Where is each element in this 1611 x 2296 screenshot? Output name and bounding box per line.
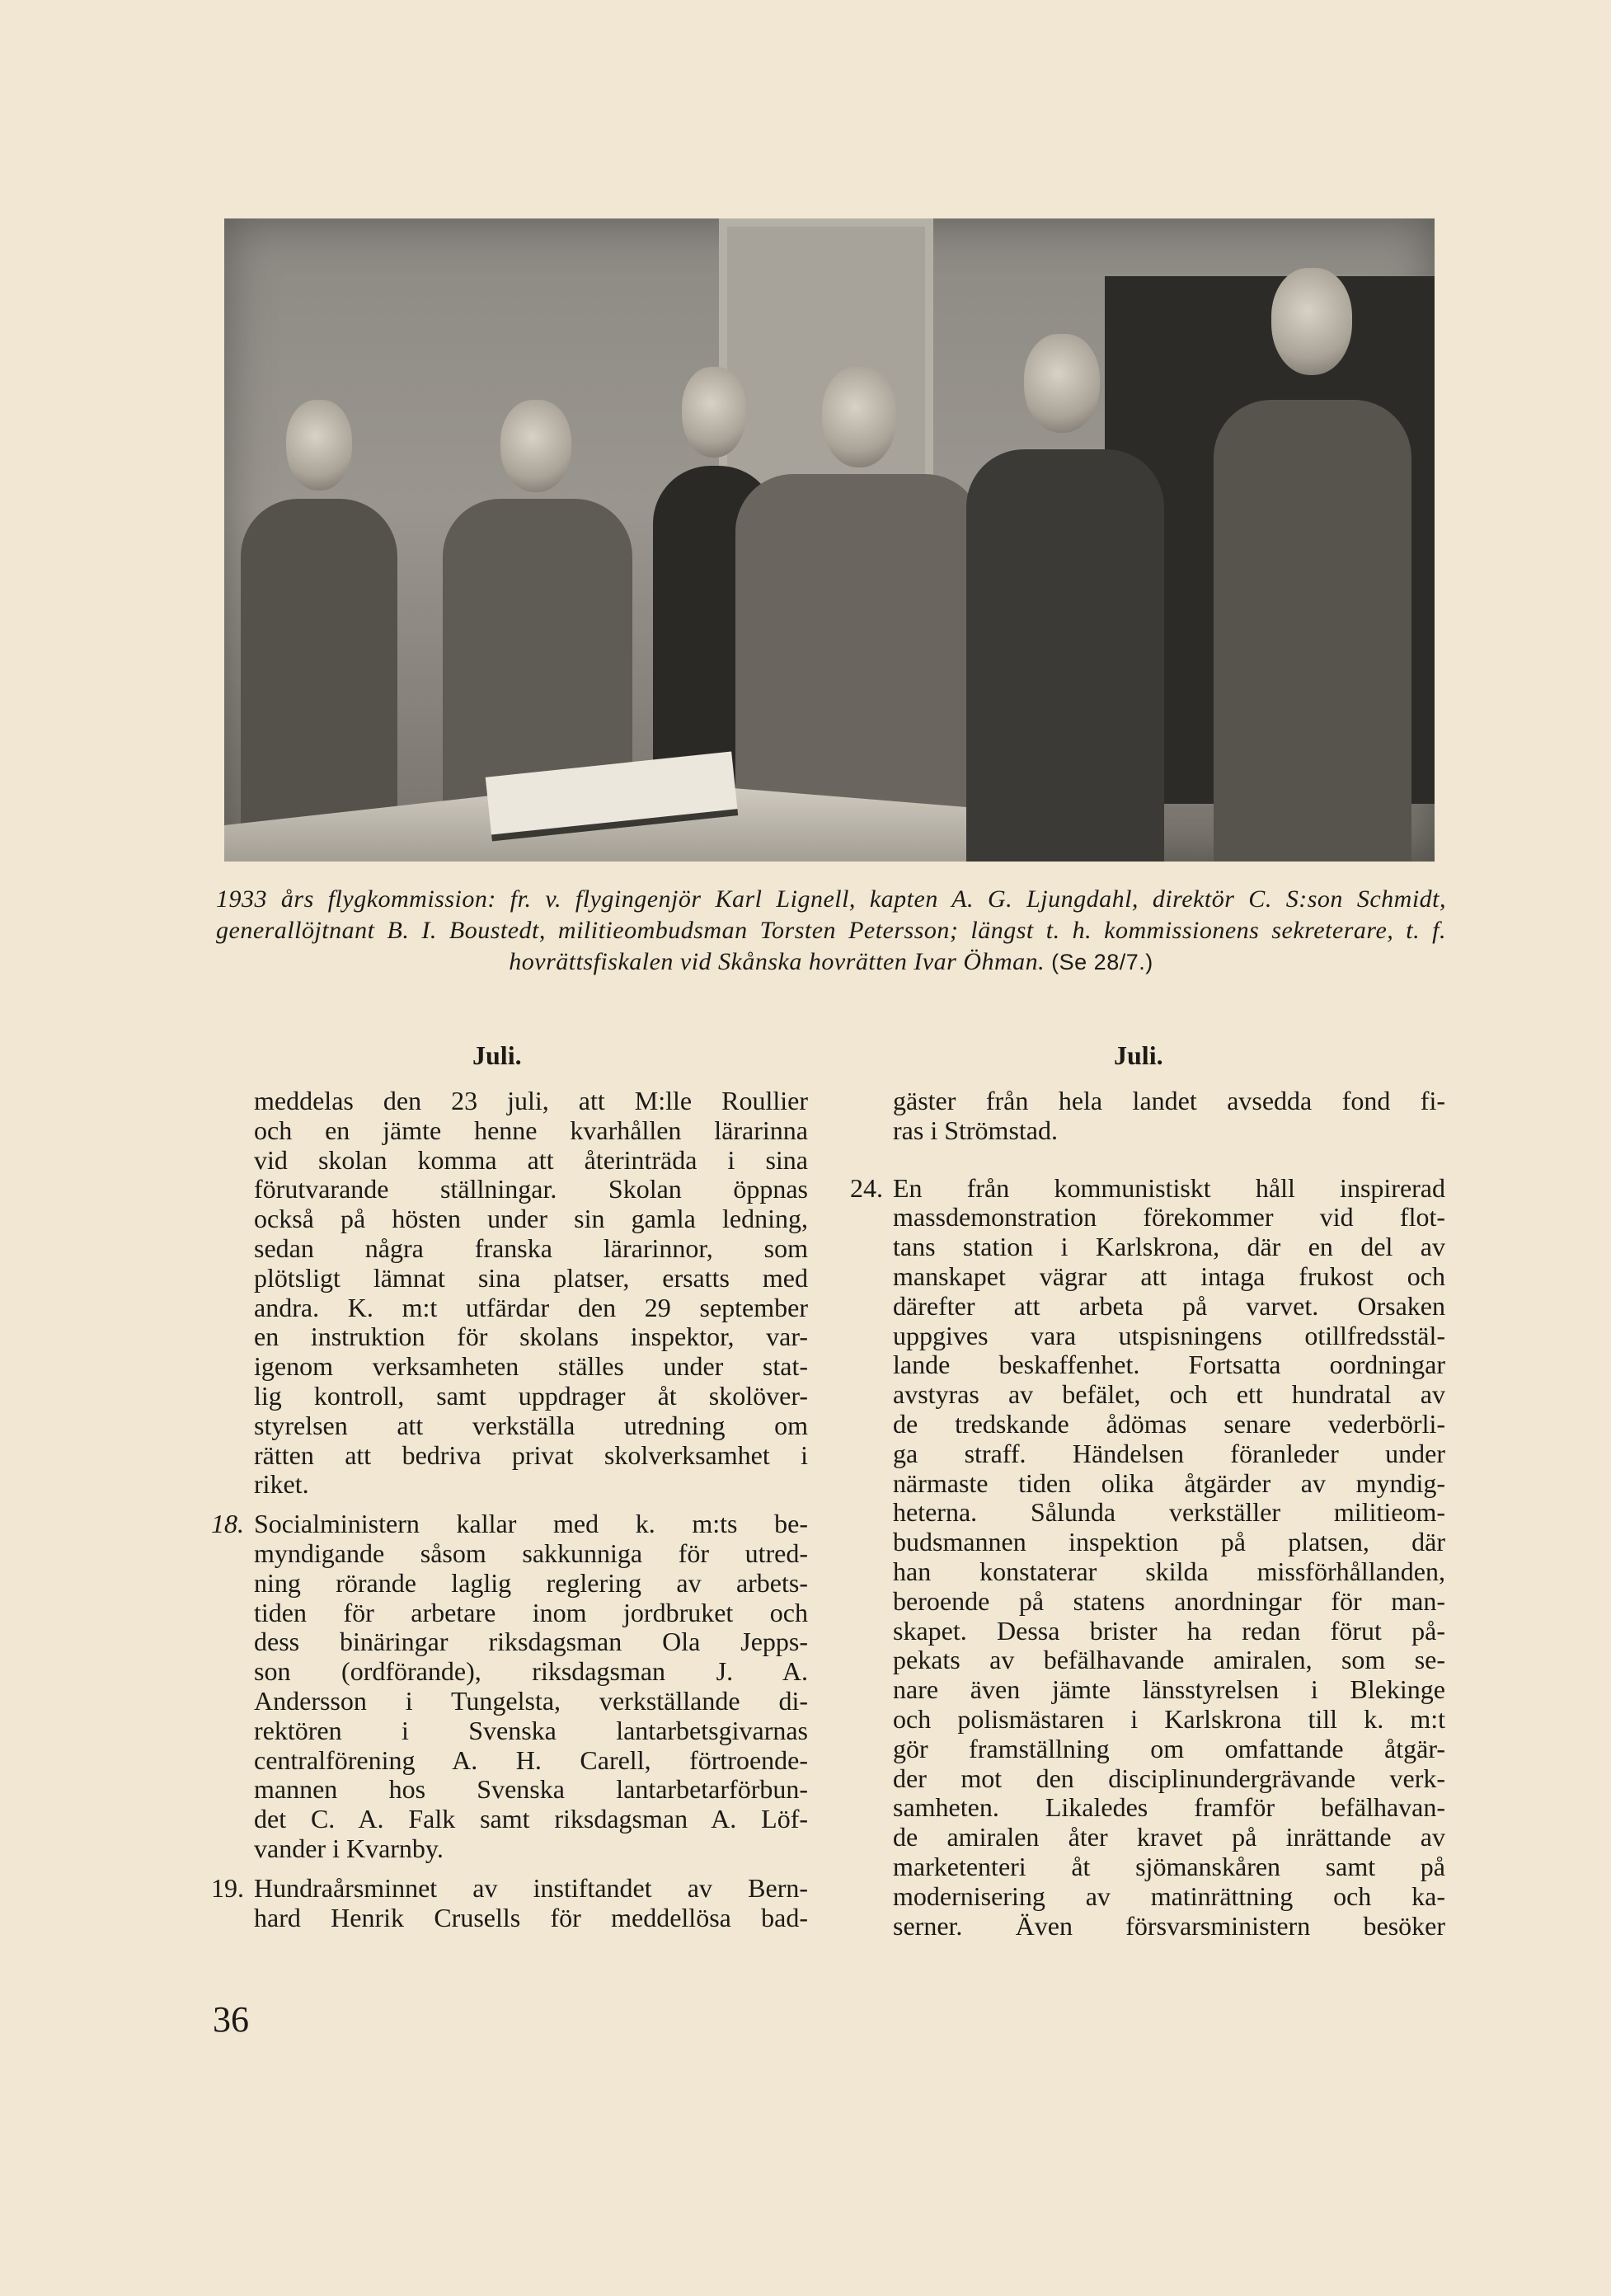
caption-reference: (Se 28/7.) <box>1051 950 1153 974</box>
text-line: heterna. Sålunda verkställer militieom- <box>893 1497 1445 1528</box>
entry-18 <box>211 1509 808 1864</box>
text-line: och polismästaren i Karlskrona till k. m:t <box>893 1703 1445 1734</box>
text-line: ras i Strömstad. <box>893 1115 1058 1145</box>
text-line: också på hösten under sin gamla ledning, <box>254 1204 808 1234</box>
text-line: centralförening A. H. Carell, förtroende- <box>254 1744 808 1775</box>
page-number: 36 <box>213 1999 249 2040</box>
text-line: skapet. Dessa brister ha redan förut på- <box>893 1615 1445 1646</box>
entry-19 <box>211 1872 808 1933</box>
person-5 <box>966 334 1164 862</box>
commission-photograph <box>224 218 1435 862</box>
text-line: och en jämte henne kvarhållen lärarinna <box>254 1115 808 1145</box>
text-line: igenom verksamheten ställes under stat- <box>254 1351 808 1382</box>
text-line: styrelsen att verkställa utredning om <box>254 1410 808 1440</box>
text-line: avstyras av befälet, och ett hundratal av <box>893 1379 1445 1410</box>
text-line: gäster från hela landet avsedda fond fi- <box>893 1086 1445 1115</box>
text-line: det C. A. Falk samt riksdagsman A. Löf- <box>254 1804 808 1834</box>
text-line: gör framställning om omfattande åtgär- <box>893 1733 1445 1763</box>
text-line: nare även jämte länsstyrelsen i Blekinge <box>893 1674 1445 1705</box>
text-line: en instruktion för skolans inspektor, var- <box>254 1322 808 1352</box>
text-line: lig kontroll, samt uppdrager åt skolöver- <box>254 1380 808 1411</box>
text-line: En från kommunistiskt håll inspirerad <box>893 1172 1445 1203</box>
text-line: tans station i Karlskrona, där en del av <box>893 1232 1445 1262</box>
text-line: beroende på statens anordningar för man- <box>893 1585 1445 1616</box>
text-line: andra. K. m:t utfärdar den 29 september <box>254 1292 808 1322</box>
text-line: därefter att arbeta på varvet. Orsaken <box>893 1290 1445 1321</box>
text-line: lande beskaffenhet. Fortsatta oordningar <box>893 1350 1445 1380</box>
text-line: Socialministern kallar med k. m:ts be- <box>254 1509 808 1539</box>
left-column-heading: Juli. <box>472 1040 522 1070</box>
text-line: rätten att bedriva privat skolverksamhet i <box>254 1439 808 1470</box>
text-line: mannen hos Svenska lantarbetarförbun- <box>254 1774 808 1805</box>
text-line: budsmannen inspektion på platsen, där <box>893 1527 1445 1557</box>
text-line: serner. Även försvarsministern besöker <box>893 1910 1445 1941</box>
text-line: der mot den disciplinundergrävande verk- <box>893 1763 1445 1793</box>
text-line: vid skolan komma att återinträda i sina <box>254 1144 808 1175</box>
right-column-heading: Juli. <box>1114 1040 1163 1070</box>
entry-24 <box>850 1172 1445 1942</box>
text-line: son (ordförande), riksdagsman J. A. <box>254 1656 808 1687</box>
text-line: samheten. Likaledes framför befälhavan- <box>893 1792 1445 1823</box>
text-line: ga straff. Händelsen föranleder under <box>893 1438 1445 1468</box>
text-line: sedan några franska lärarinnor, som <box>254 1233 808 1263</box>
text-line: tiden för arbetare inom jordbruket och <box>254 1597 808 1627</box>
person-1 <box>241 400 397 862</box>
continuation-paragraph <box>254 1087 808 1500</box>
text-line: marketenteri åt sjömanskåren samt på <box>893 1851 1445 1881</box>
person-6 <box>1214 268 1411 862</box>
entry-day: 18. <box>211 1509 244 1539</box>
text-line: riket. <box>254 1469 309 1500</box>
text-line: pekats av befälhavande amiralen, som se- <box>893 1645 1445 1675</box>
text-line: han konstaterar skilda missförhållanden, <box>893 1556 1445 1586</box>
caption-text: 1933 års flygkommission: fr. v. flygingenjör Karl Lignell, kapten A. G. Ljungdahl, direktör C. S:son Schmidt, generallöjtnant B. I. Boustedt, militieombudsman Torsten Petersson; längst t. h. kommissionens sekreterare, t. f. hovrättsfiskalen vid Skånska hovrätten Ivar Öhman. <box>216 885 1446 975</box>
text-line: uppgives vara utspisningens otillfredsstäl- <box>893 1320 1445 1350</box>
right-column <box>850 1086 1445 1951</box>
left-column <box>211 1086 808 1942</box>
text-line: rektören i Svenska lantarbetsgivarnas <box>254 1715 808 1745</box>
person-4 <box>735 367 983 862</box>
text-line: Andersson i Tungelsta, verkställande di- <box>254 1685 808 1716</box>
text-line: massdemonstration förekommer vid flot- <box>893 1202 1445 1233</box>
continuation-paragraph <box>893 1087 1445 1146</box>
text-line: de tredskande ådömas senare vederbörli- <box>893 1408 1445 1439</box>
text-line: hard Henrik Crusells för meddellösa bad- <box>254 1902 808 1932</box>
text-line: Hundraårsminnet av instiftandet av Bern- <box>254 1872 808 1903</box>
text-line: manskapet vägrar att intaga frukost och <box>893 1261 1445 1291</box>
entry-day: 24. <box>850 1172 883 1203</box>
photo-caption <box>216 884 1446 978</box>
entry-day: 19. <box>211 1872 244 1903</box>
text-line: myndigande såsom sakkunniga för utred- <box>254 1538 808 1568</box>
text-line: vander i Kvarnby. <box>254 1833 444 1863</box>
text-line: modernisering av matinrättning och ka- <box>893 1880 1445 1911</box>
text-line: meddelas den 23 juli, att M:lle Roullier <box>254 1086 808 1115</box>
text-line: ning rörande laglig reglering av arbets- <box>254 1567 808 1598</box>
text-line: plötsligt lämnat sina platser, ersatts med <box>254 1262 808 1293</box>
text-line: närmaste tiden olika åtgärder av myndig- <box>893 1467 1445 1498</box>
text-line: de amiralen åter kravet på inrättande av <box>893 1822 1445 1852</box>
text-line: förutvarande ställningar. Skolan öppnas <box>254 1174 808 1204</box>
text-line: dess binäringar riksdagsman Ola Jepps- <box>254 1627 808 1657</box>
